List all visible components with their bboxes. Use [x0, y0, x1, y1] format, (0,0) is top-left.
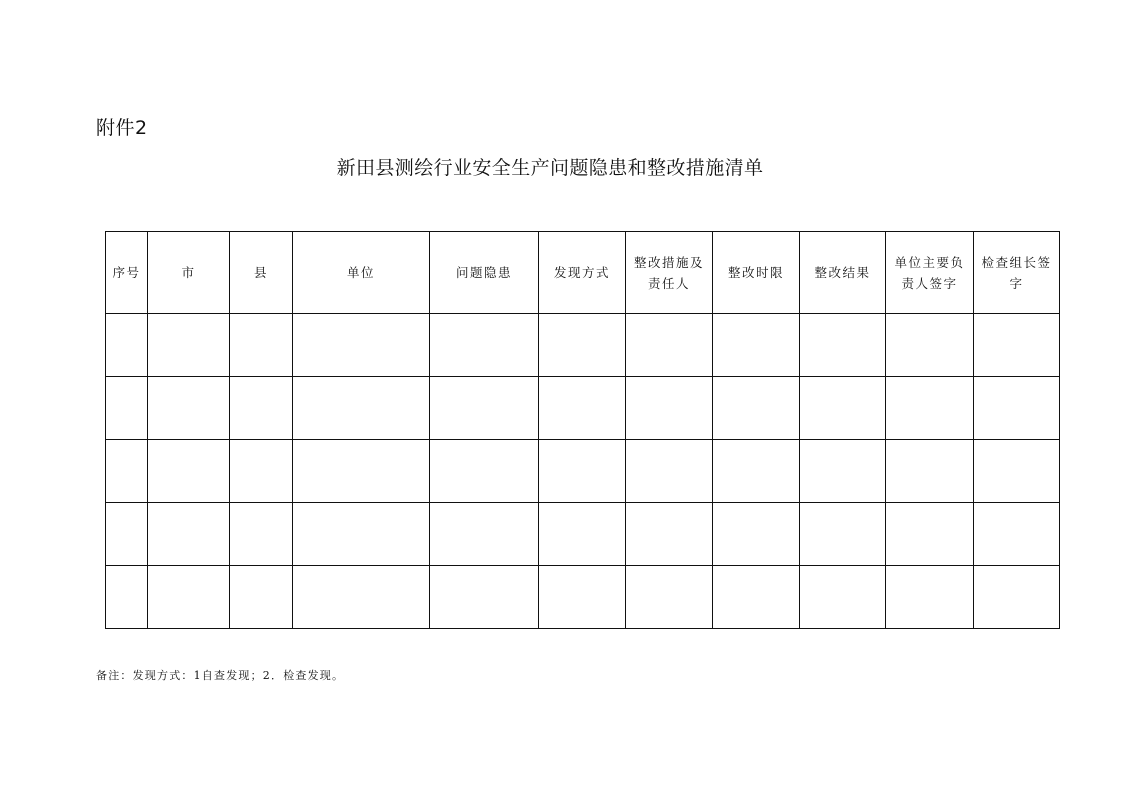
table-cell	[148, 377, 230, 440]
document-title: 新田县测绘行业安全生产问题隐患和整改措施清单	[336, 157, 764, 179]
table-cell	[230, 440, 293, 503]
header-cell-discovery-method: 发现方式	[539, 232, 626, 314]
table-cell	[974, 377, 1060, 440]
header-cell-unit: 单位	[293, 232, 430, 314]
table-cell	[148, 566, 230, 629]
table-cell	[148, 440, 230, 503]
table-row	[106, 440, 1060, 503]
table-cell	[106, 377, 148, 440]
table-cell	[800, 314, 886, 377]
table-cell	[886, 377, 974, 440]
table-cell	[106, 314, 148, 377]
attachment-label: 附件2	[96, 117, 148, 139]
table-cell	[974, 503, 1060, 566]
table-cell	[430, 503, 539, 566]
table-cell	[800, 503, 886, 566]
table-cell	[800, 377, 886, 440]
table-cell	[430, 314, 539, 377]
header-cell-team-leader-signature: 检查组长签字	[974, 232, 1060, 314]
hazard-checklist-table	[105, 231, 1060, 629]
table-cell	[886, 440, 974, 503]
header-cell-serial: 序号	[106, 232, 148, 314]
header-cell-county: 县	[230, 232, 293, 314]
table-cell	[230, 566, 293, 629]
table-row	[106, 503, 1060, 566]
header-cell-result: 整改结果	[800, 232, 886, 314]
table-cell	[539, 503, 626, 566]
table-cell	[626, 314, 713, 377]
table-cell	[886, 566, 974, 629]
table-cell	[293, 377, 430, 440]
table-cell	[148, 503, 230, 566]
table-cell	[430, 377, 539, 440]
footnote-remark: 备注：发现方式：1自查发现；2．检查发现。	[96, 669, 345, 682]
table-cell	[974, 440, 1060, 503]
table-row	[106, 566, 1060, 629]
table-cell	[886, 503, 974, 566]
table-cell	[293, 566, 430, 629]
table-cell	[230, 377, 293, 440]
table-cell	[230, 314, 293, 377]
table-cell	[148, 314, 230, 377]
table-cell	[626, 503, 713, 566]
table-cell	[713, 377, 800, 440]
table-cell	[886, 314, 974, 377]
table-cell	[974, 314, 1060, 377]
table-cell	[800, 440, 886, 503]
table-cell	[626, 566, 713, 629]
table-cell	[539, 377, 626, 440]
table-cell	[713, 440, 800, 503]
table-row	[106, 314, 1060, 377]
table-row	[106, 377, 1060, 440]
table-cell	[800, 566, 886, 629]
table-cell	[539, 314, 626, 377]
header-cell-hazard: 问题隐患	[430, 232, 539, 314]
table-cell	[106, 440, 148, 503]
header-cell-city: 市	[148, 232, 230, 314]
table-cell	[539, 440, 626, 503]
table-cell	[626, 377, 713, 440]
table-cell	[293, 440, 430, 503]
table-cell	[974, 566, 1060, 629]
header-cell-deadline: 整改时限	[713, 232, 800, 314]
header-cell-unit-head-signature: 单位主要负责人签字	[886, 232, 974, 314]
table-cell	[713, 566, 800, 629]
table-cell	[430, 566, 539, 629]
table-cell	[230, 503, 293, 566]
table-cell	[293, 503, 430, 566]
table-cell	[293, 314, 430, 377]
table-cell	[106, 566, 148, 629]
table-cell	[430, 440, 539, 503]
table-cell	[713, 503, 800, 566]
table-header-row	[106, 232, 1060, 314]
table-cell	[539, 566, 626, 629]
table-cell	[106, 503, 148, 566]
table-cell	[713, 314, 800, 377]
table-cell	[626, 440, 713, 503]
header-cell-rectification-measures: 整改措施及责任人	[626, 232, 713, 314]
